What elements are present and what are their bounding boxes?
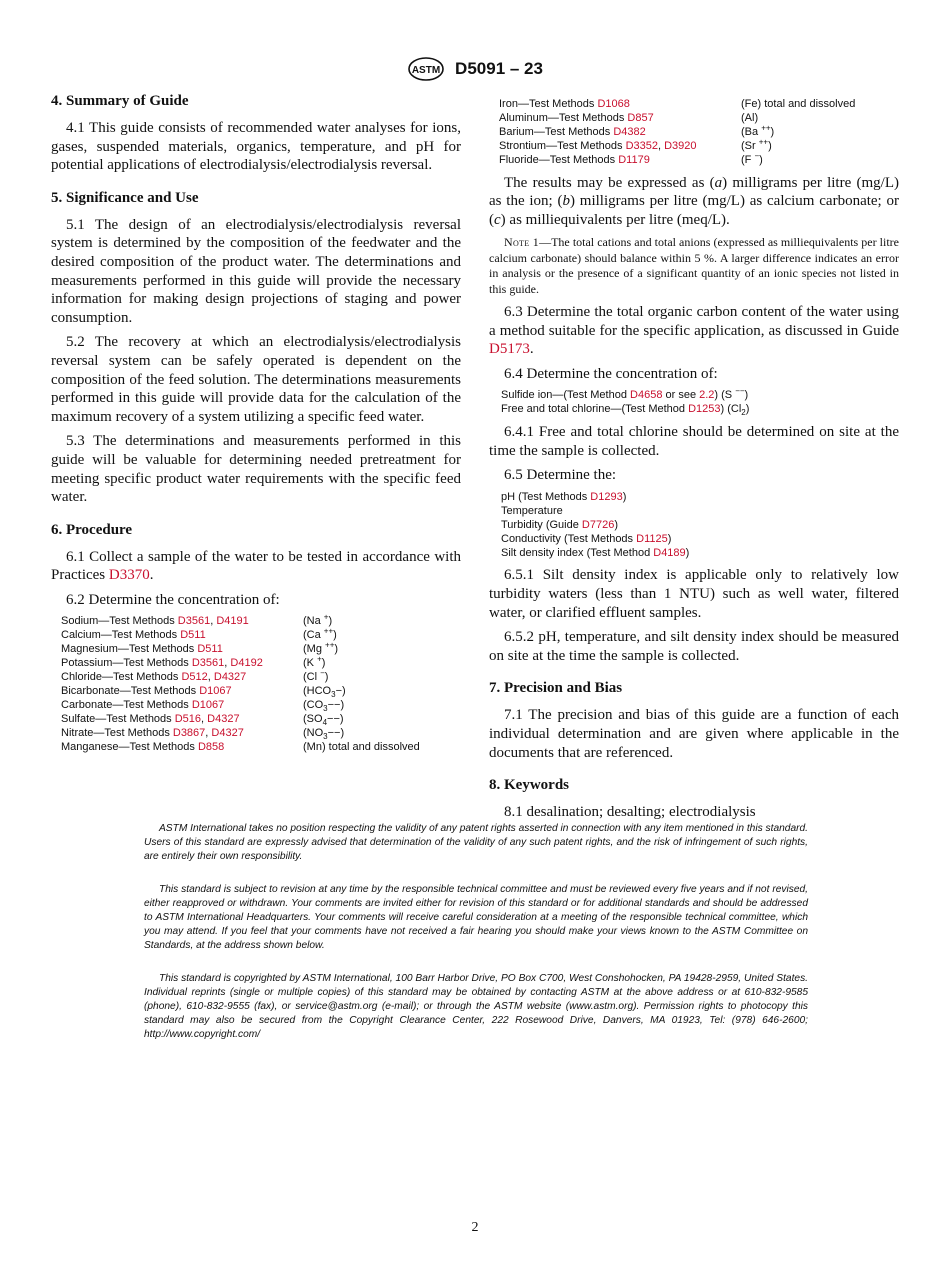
section-7-title: 7. Precision and Bias (489, 680, 623, 697)
list-item (501, 519, 899, 533)
results-c: c (494, 211, 501, 228)
link-d1253[interactable]: D1253 (688, 403, 721, 416)
results-paragraph (489, 174, 899, 230)
ion-symbol: (F (741, 153, 752, 166)
ion-subscript: 4 (322, 718, 328, 727)
method-link[interactable]: D857 (627, 111, 654, 124)
ion-tail: ) (768, 139, 772, 152)
right-column (489, 98, 899, 828)
method-cell (61, 685, 303, 699)
method-link[interactable]: D1067 (191, 698, 225, 711)
ion-tail: ) (770, 125, 775, 138)
method-link[interactable]: D3867 (172, 726, 206, 739)
ion-symbol: (K (303, 657, 314, 670)
method-name: Carbonate—Test Methods (61, 698, 192, 711)
method-row (61, 713, 420, 727)
ion-cell (303, 668, 420, 685)
method-row (499, 98, 855, 112)
list-item-end: ) (614, 518, 618, 531)
method-cell (61, 699, 303, 713)
method-link[interactable]: D511 (197, 643, 223, 656)
method-row (61, 615, 420, 629)
para-6-3 (489, 303, 899, 359)
para-7-1: 7.1 The precision and bias of this guide are a function of each individual determination and are given where applicable in the documents that are referenced. (489, 707, 899, 761)
list-item-end: ) (622, 490, 627, 503)
ion-charge: − (754, 150, 760, 160)
ion-symbol: (NO (303, 726, 324, 739)
method-name: Strontium—Test Methods (499, 139, 626, 152)
link-d3370[interactable]: D3370 (108, 567, 150, 584)
method-name: Iron—Test Methods (499, 98, 598, 110)
ion-tail: ) (321, 657, 326, 670)
method-link[interactable]: D3561 (177, 615, 211, 628)
ion-subscript: 3 (331, 690, 336, 700)
method-cell (61, 741, 303, 755)
para-6-5: 6.5 Determine the: (504, 467, 617, 484)
ion-symbol: (Mn) total and dissolved (303, 740, 420, 753)
ion-tail: ) (328, 615, 333, 628)
method-sep: , (210, 615, 217, 628)
link-d5173[interactable]: D5173 (489, 341, 530, 358)
chlorine-sub: 2 (741, 408, 746, 418)
note-1-text: —The total cations and total anions (expressed as milliequivalents per litre calcium carbonate) should balance within 5 %. A larger difference indicates an error in analysis or the presence of a significant quantity of an ionic species not listed in this guide. (489, 235, 899, 296)
para-6-4-1: 6.4.1 Free and total chlorine should be determined on site at the time the sample is collected. (489, 424, 899, 459)
sulfide-charge: −− (735, 386, 745, 396)
list-item (501, 491, 899, 505)
link-d4658[interactable]: D4658 (630, 389, 663, 402)
section-8-title: 8. Keywords (489, 777, 569, 794)
link-2-2[interactable]: 2.2 (699, 389, 715, 402)
list-6-5 (501, 491, 899, 561)
method-link[interactable]: D512 (181, 671, 208, 684)
concentration-table-left (61, 612, 420, 754)
method-row (61, 671, 420, 685)
method-cell (61, 643, 303, 657)
chlorine-end: ) (745, 403, 750, 416)
para-6-5-1: 6.5.1 Silt density index is applicable only to relatively low turbidity waters (less than 1 NTU) such as well water, filtered water, or clarified effluent samples. (489, 567, 899, 621)
ion-symbol: (Mg (303, 643, 322, 656)
method-cell (61, 615, 303, 629)
ion-symbol: (Cl (303, 671, 318, 684)
ion-charge: ++ (323, 626, 334, 636)
section-6-title: 6. Procedure (51, 521, 133, 538)
ion-symbol: (HCO (303, 685, 332, 697)
para-4-1: 4.1 This guide consists of recommended water analyses for ions, gases, suspended materials, organics, temperature, and pH for potential applications of electrodialysis/electrodialysis reversal. (51, 120, 461, 174)
method-link[interactable]: D4327 (207, 712, 240, 725)
method-cell (499, 140, 741, 154)
legal-footer (144, 822, 808, 1061)
method-link[interactable]: D858 (197, 740, 225, 753)
method-row (61, 657, 420, 671)
ion-charge: + (323, 612, 329, 622)
section-5-title: 5. Significance and Use (51, 189, 199, 206)
ion-charge: + (317, 654, 322, 664)
ion-tail: −−) (327, 698, 345, 711)
method-link[interactable]: D4191 (216, 615, 249, 628)
method-link[interactable]: D1179 (618, 153, 650, 166)
ion-symbol: (Ba (741, 125, 759, 138)
concentration-table-right (499, 98, 855, 168)
method-link[interactable]: D4189 (653, 546, 686, 559)
ion-cell (741, 150, 855, 168)
method-name: Chloride—Test Methods (61, 671, 182, 684)
ion-cell (303, 727, 420, 741)
ion-cell (303, 699, 420, 713)
method-cell (499, 112, 741, 126)
list-item-end: ) (685, 546, 690, 559)
method-sep: , (657, 139, 665, 152)
method-cell (61, 727, 303, 741)
ion-symbol: (Sr (741, 139, 756, 152)
ion-symbol: (SO (303, 712, 323, 725)
para-6-3-text: 6.3 Determine the total organic carbon content of the water using a method suitable for the specific application, as discussed in Guide (489, 303, 899, 339)
list-item-text: Silt density index (Test Method (501, 546, 654, 559)
sulfide-mid: or see (662, 389, 700, 402)
method-name: Sulfate—Test Methods (61, 712, 175, 725)
method-link[interactable]: D1068 (597, 98, 630, 110)
list-item-end: ) (667, 532, 672, 545)
list-item (501, 533, 899, 547)
method-link[interactable]: D4327 (213, 671, 247, 684)
method-link[interactable]: D511 (180, 629, 206, 642)
para-8-1: 8.1 desalination; desalting; electrodialysis (504, 804, 756, 821)
method-name: Barium—Test Methods (499, 125, 614, 138)
results-text-4: ) as milliequivalents per litre (meq/L). (500, 211, 730, 228)
method-row (499, 154, 855, 168)
ion-tail: −−) (327, 726, 345, 739)
method-sep: , (224, 657, 231, 670)
method-row (61, 699, 420, 713)
ion-tail: −) (335, 685, 346, 697)
para-6-1-end: . (149, 567, 154, 584)
method-link[interactable]: D1067 (199, 685, 232, 697)
note-1-label: Note 1 (504, 235, 540, 250)
para-6-5-2: 6.5.2 pH, temperature, and silt density index should be measured on site at the time the sample is collected. (489, 629, 899, 664)
ion-tail: ) (324, 671, 329, 684)
method-cell (499, 98, 741, 112)
ion-symbol: (Ca (303, 629, 321, 642)
designation: D5091 – 23 (455, 59, 543, 78)
method-row (61, 629, 420, 643)
para-6-1 (51, 548, 461, 585)
results-b: b (562, 193, 571, 210)
ion-charge: ++ (758, 137, 769, 147)
method-name: Sodium—Test Methods (61, 615, 178, 628)
ion-symbol: (CO (303, 698, 324, 711)
method-name: Fluoride—Test Methods (499, 153, 619, 166)
list-item-text: Turbidity (Guide (501, 518, 582, 531)
ion-symbol: (Al) (741, 111, 759, 124)
method-row (61, 741, 420, 755)
sulfide-item (501, 386, 899, 403)
astm-logo-icon (407, 56, 445, 82)
method-cell (61, 629, 303, 643)
method-name: Bicarbonate—Test Methods (61, 685, 200, 697)
method-name: Potassium—Test Methods (61, 657, 192, 670)
list-item-text: pH (Test Methods (501, 490, 591, 503)
results-text-1: The results may be expressed as ( (504, 174, 715, 191)
results-text-2: ) milligrams per litre (mg/L) as the ion; ( (489, 174, 899, 210)
ion-tail: ) (333, 629, 337, 642)
ion-cell (303, 713, 420, 727)
ion-cell (741, 98, 855, 112)
ion-tail: ) (759, 153, 763, 166)
sulfide-ion: ) (S (714, 389, 736, 402)
results-text-3: ) milligrams per litre (mg/L) as calcium carbonate; or ( (489, 193, 900, 228)
para-5-3: 5.3 The determinations and measurements performed in this guide will be valuable for determining needed pretreatment for meeting specific product water requirements with the specific feed water. (51, 433, 461, 506)
svg-text:ASTM: ASTM (411, 65, 441, 76)
method-link[interactable]: D4327 (211, 726, 244, 739)
method-row (499, 126, 855, 140)
chlorine-text: Free and total chlorine—(Test Method (501, 403, 689, 416)
method-sep: , (201, 712, 208, 725)
method-name: Nitrate—Test Methods (61, 726, 173, 739)
ion-symbol: (Fe) total and dissolved (741, 98, 856, 110)
method-row (61, 727, 420, 741)
list-item (501, 505, 899, 519)
list-item-text: Conductivity (Test Methods (501, 532, 637, 545)
note-1 (489, 235, 899, 297)
ion-cell (741, 112, 855, 126)
ion-cell (303, 626, 420, 643)
method-link[interactable]: D516 (174, 712, 202, 725)
method-sep: , (207, 671, 214, 684)
page-number: 2 (471, 1220, 479, 1235)
sulfide-text: Sulfide ion—(Test Method (501, 389, 631, 402)
para-6-3-end: . (529, 341, 534, 358)
chlorine-item (501, 403, 899, 417)
method-link[interactable]: D3352 (625, 139, 658, 152)
method-cell (61, 671, 303, 685)
para-6-4: 6.4 Determine the concentration of: (504, 365, 718, 382)
method-cell (499, 126, 741, 140)
section-4-title: 4. Summary of Guide (51, 93, 189, 109)
method-row (61, 643, 420, 657)
ion-tail: −−) (327, 712, 344, 725)
method-link[interactable]: D3561 (191, 657, 225, 670)
sulfide-end: ) (744, 389, 749, 402)
method-name: Aluminum—Test Methods (499, 111, 628, 124)
method-link[interactable]: D7726 (581, 518, 615, 531)
method-link[interactable]: D1293 (590, 490, 623, 503)
method-row (61, 685, 420, 699)
para-5-2: 5.2 The recovery at which an electrodialysis/electrodialysis reversal system can be safely operated is dependent on the composition of the feed solution. The determinations measurements performed in this guide will provide data for the calculation of the maximum recovery of a system utilizing a specific feed water. (51, 334, 461, 425)
ion-cell (303, 612, 420, 629)
method-link[interactable]: D4192 (230, 657, 263, 670)
ion-charge: ++ (761, 123, 771, 133)
chlorine-ion: ) (Cl (720, 403, 742, 416)
method-name: Magnesium—Test Methods (61, 643, 198, 656)
ion-charge: − (320, 668, 325, 678)
footer-copyright: This standard is copyrighted by ASTM International, 100 Barr Harbor Drive, PO Box C700, West Conshohocken, PA 19428-2959, United States. Individual reprints (single or multiple copies) of this standard may be obtained by contacting ASTM at the above address or at 610-832-9585 (phone), 610-832-9555 (fax), or service@astm.org (e-mail); or through the ASTM website (www.astm.org). Permission rights to photocopy this standard may also be secured from the Copyright Clearance Center, 222 Rosewood Drive, Danvers, MA 01923, Tel: (978) 646-2600; http://www.copyright.com/ (144, 973, 808, 1040)
method-link[interactable]: D1125 (636, 532, 668, 545)
method-cell (499, 154, 741, 168)
method-cell (61, 713, 303, 727)
ion-charge: ++ (325, 640, 335, 650)
method-name: Calcium—Test Methods (61, 629, 181, 642)
page-header (0, 56, 950, 82)
method-link[interactable]: D4382 (613, 125, 646, 138)
para-5-1: 5.1 The design of an electrodialysis/electrodialysis reversal system is determined by the composition of the feedwater and the desired composition of the product water. The determinations and measurements performed in this guide will provide the necessary information for making design projections of staging and power consumption. (51, 216, 461, 326)
ion-subscript: 3 (323, 704, 328, 714)
para-6-1-text: 6.1 Collect a sample of the water to be tested in accordance with Practices (51, 548, 461, 584)
method-cell (61, 657, 303, 671)
para-6-2: 6.2 Determine the concentration of: (66, 591, 280, 608)
results-a: a (714, 174, 723, 191)
left-column (51, 92, 461, 761)
ion-subscript: 3 (323, 731, 328, 741)
list-6-4 (501, 386, 899, 418)
method-name: Manganese—Test Methods (61, 740, 198, 753)
footer-patent: ASTM International takes no position respecting the validity of any patent rights asserted in connection with any item mentioned in this standard. Users of this standard are expressly advised that determination of the validity of any such patent rights, and the risk of infringement of such rights, are entirely their own responsibility. (144, 823, 808, 862)
ion-cell (303, 685, 420, 699)
list-item-text: Temperature (501, 504, 563, 517)
method-sep: , (205, 726, 212, 739)
ion-symbol: (Na (303, 615, 321, 628)
method-row (499, 112, 855, 126)
method-link[interactable]: D3920 (664, 139, 697, 152)
footer-revision: This standard is subject to revision at any time by the responsible technical committee and must be reviewed every five years and if not revised, either reapproved or withdrawn. Your comments are invited either for revision of this standard or for additional standards and should be addressed to ASTM International Headquarters. Your comments will receive careful consideration at a meeting of the responsible technical committee, which you may attend. If you feel that your comments have not received a fair hearing you should make your views known to the ASTM Committee on Standards, at the address shown below. (144, 884, 808, 951)
ion-tail: ) (334, 643, 339, 656)
ion-cell (303, 741, 420, 755)
list-item (501, 547, 899, 561)
method-row (499, 140, 855, 154)
